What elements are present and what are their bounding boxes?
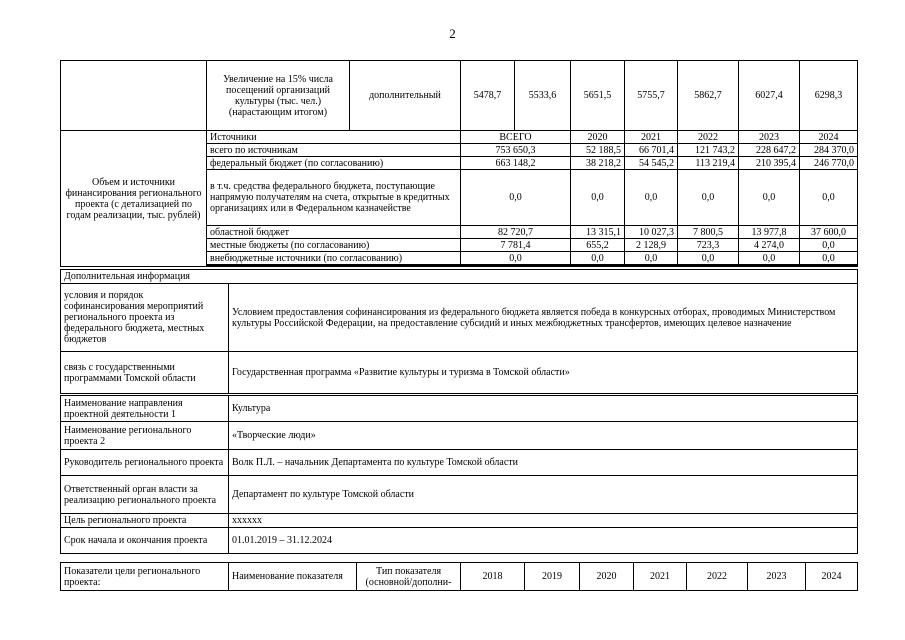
- finance-cell: 0,0: [800, 239, 858, 252]
- finance-cell: 655,2: [571, 239, 625, 252]
- info-label: Наименование регионального проекта 2: [61, 422, 229, 450]
- indicators-year: 2022: [687, 563, 748, 591]
- finance-cell: 13 977,8: [739, 226, 800, 239]
- indicator-value: 5478,7: [461, 61, 515, 131]
- finance-cell: 13 315,1: [571, 226, 625, 239]
- finance-header-total: ВСЕГО: [461, 131, 571, 144]
- info-row: [61, 476, 858, 514]
- info-label: Руководитель регионального проекта: [61, 450, 229, 476]
- finance-header-year: 2020: [571, 131, 625, 144]
- info-label: Ответственный орган власти за реализацию регионального проекта: [61, 476, 229, 514]
- indicator-value: 5862,7: [678, 61, 739, 131]
- finance-cell: 54 545,2: [625, 157, 678, 170]
- indicator-value: 5651,5: [571, 61, 625, 131]
- finance-cell: 52 188,5: [571, 144, 625, 157]
- additional-info-header: Дополнительная информация: [61, 270, 858, 284]
- indicators-type-col: Тип показателя (основной/дополни-: [357, 563, 461, 591]
- finance-cell: 0,0: [739, 252, 800, 265]
- finance-cell: 0,0: [739, 170, 800, 226]
- finance-cell: 10 027,3: [625, 226, 678, 239]
- info-label: Срок начала и окончания проекта: [61, 528, 229, 554]
- indicators-label: Показатели цели регионального проекта:: [61, 563, 229, 591]
- finance-cell: 228 647,2: [739, 144, 800, 157]
- finance-row-total: 753 650,3: [461, 144, 571, 157]
- info-label: Цель регионального проекта: [61, 514, 229, 528]
- finance-table: [60, 130, 858, 267]
- indicators-year: 2019: [525, 563, 580, 591]
- indicator-empty-cell: [61, 61, 207, 131]
- info-value: 01.01.2019 – 31.12.2024: [229, 528, 858, 554]
- indicator-value: 5755,7: [625, 61, 678, 131]
- finance-label: Объем и источники финансирования регионального проекта (с детализацией по годам реализации, тыс. рублей): [61, 131, 207, 267]
- indicator-type: дополнительный: [350, 61, 461, 131]
- info-value: Департамент по культуре Томской области: [229, 476, 858, 514]
- finance-header-year: 2021: [625, 131, 678, 144]
- info-row: [61, 528, 858, 554]
- finance-cell: 66 701,4: [625, 144, 678, 157]
- indicator-value: 6027,4: [739, 61, 800, 131]
- finance-header-year: 2024: [800, 131, 858, 144]
- finance-row-total: 82 720,7: [461, 226, 571, 239]
- indicators-year: 2023: [748, 563, 806, 591]
- indicator-table: [60, 60, 858, 131]
- finance-cell: 0,0: [625, 252, 678, 265]
- finance-row-name: областной бюджет: [207, 226, 461, 239]
- finance-header-year: 2023: [739, 131, 800, 144]
- finance-cell: 4 274,0: [739, 239, 800, 252]
- page-number: 2: [449, 26, 456, 41]
- finance-cell: 113 219,4: [678, 157, 739, 170]
- finance-cell: 723,3: [678, 239, 739, 252]
- indicators-year: 2021: [634, 563, 687, 591]
- finance-cell: 38 218,2: [571, 157, 625, 170]
- indicators-year: 2020: [580, 563, 634, 591]
- finance-cell: 210 395,4: [739, 157, 800, 170]
- finance-row-name: всего по источникам: [207, 144, 461, 157]
- indicators-header-table: [60, 562, 858, 591]
- finance-row-name: федеральный бюджет (по согласованию): [207, 157, 461, 170]
- finance-cell: 2 128,9: [625, 239, 678, 252]
- indicators-year: 2024: [806, 563, 858, 591]
- conditions-label: условия и порядок софинансирования мероприятий регионального проекта из федерального бюджета, местных бюджетов: [61, 284, 229, 352]
- finance-row-name: внебюджетные источники (по согласованию): [207, 252, 461, 265]
- conditions-text: Условием предоставления софинансирования из федерального бюджета является победа в конкурсных отборах, проводимых Министерством культуры Российской Федерации, на предоставление субсидий и иных межбюджетных трансфертов, имеющих целевое назначение: [229, 284, 858, 352]
- programs-text: Государственная программа «Развитие культуры и туризма в Томской области»: [229, 352, 858, 394]
- finance-cell: 0,0: [800, 170, 858, 226]
- indicator-value: 6298,3: [800, 61, 858, 131]
- indicator-name: Увеличение на 15% числа посещений организаций культуры (тыс. чел.) (нарастающим итогом): [207, 61, 350, 131]
- finance-cell: 246 770,0: [800, 157, 858, 170]
- finance-cell: 7 800,5: [678, 226, 739, 239]
- info-value: хххххх: [229, 514, 858, 528]
- info-row: [61, 450, 858, 476]
- finance-row-total: 0,0: [461, 170, 571, 226]
- finance-row-name: местные бюджеты (по согласованию): [207, 239, 461, 252]
- additional-info-table: [60, 269, 858, 394]
- indicators-name-col: Наименование показателя: [229, 563, 357, 591]
- finance-cell: 0,0: [571, 170, 625, 226]
- finance-cell: 0,0: [800, 252, 858, 265]
- info-value: «Творческие люди»: [229, 422, 858, 450]
- finance-cell: 0,0: [571, 252, 625, 265]
- info-row: [61, 422, 858, 450]
- finance-row-total: 7 781,4: [461, 239, 571, 252]
- finance-cell: 37 600,0: [800, 226, 858, 239]
- indicator-value: 5533,6: [515, 61, 571, 131]
- finance-cell: 0,0: [678, 170, 739, 226]
- finance-cell: 121 743,2: [678, 144, 739, 157]
- info-value: Волк П.Л. – начальник Департамента по культуре Томской области: [229, 450, 858, 476]
- finance-row-total: 0,0: [461, 252, 571, 265]
- programs-label: связь с государственными программами Томской области: [61, 352, 229, 394]
- project-info-table: [60, 395, 858, 554]
- info-row: [61, 396, 858, 422]
- finance-row-total: 663 148,2: [461, 157, 571, 170]
- info-row: [61, 514, 858, 528]
- indicators-year: 2018: [461, 563, 525, 591]
- info-value: Культура: [229, 396, 858, 422]
- finance-header-sources: Источники: [207, 131, 461, 144]
- finance-cell: 0,0: [625, 170, 678, 226]
- finance-cell: 0,0: [678, 252, 739, 265]
- finance-header-year: 2022: [678, 131, 739, 144]
- info-label: Наименование направления проектной деятельности 1: [61, 396, 229, 422]
- finance-cell: 284 370,0: [800, 144, 858, 157]
- finance-row-name: в т.ч. средства федерального бюджета, поступающие напрямую получателям на счета, открытые в кредитных организациях или в Федеральном казначействе: [207, 170, 461, 226]
